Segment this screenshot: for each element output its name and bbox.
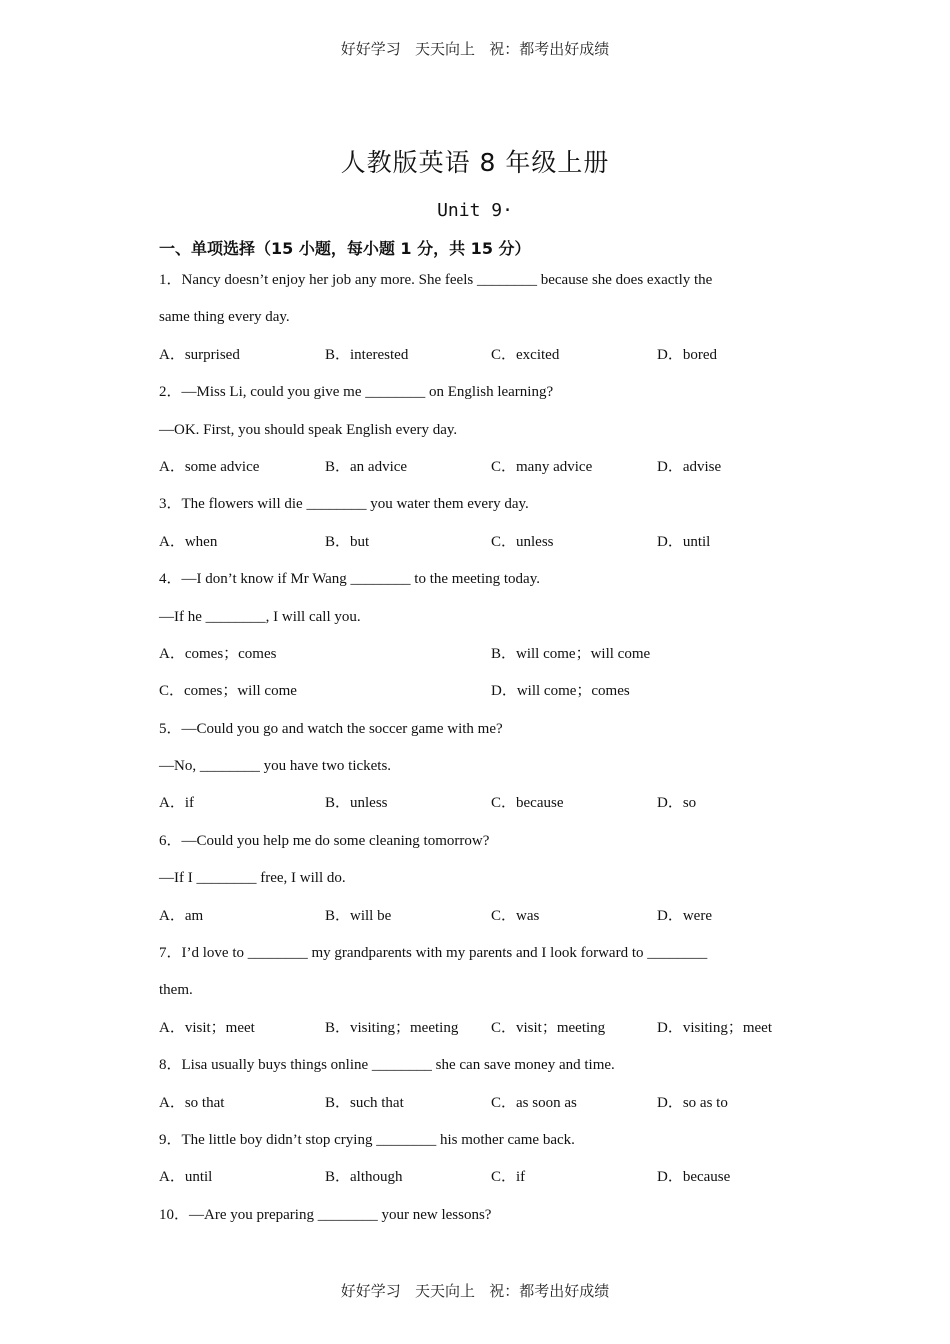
document-title: 人教版英语 8 年级上册 [340,148,610,177]
option-d: D．will come；comes [491,683,630,700]
option-row [159,1085,799,1122]
option-a: A．surprised [159,346,240,363]
document-subtitle: Unit 9· [437,200,513,221]
question-text: 8．Lisa usually buys things online ________ she can save money and time. [159,1057,615,1074]
question-text: 5．—Could you go and watch the soccer game with me? [159,720,503,737]
option-row [159,785,799,822]
option-b: B．visiting；meeting [325,1019,459,1036]
question-1 [159,262,799,374]
option-c: C．as soon as [491,1094,577,1111]
question-5 [159,711,799,823]
question-text: them. [159,982,193,999]
option-b: B．an advice [325,458,408,475]
page-footer: 好好学习 天天向上 祝：都考出好成绩 [340,1282,610,1300]
question-6 [159,823,799,935]
option-row [159,898,799,935]
question-text: —If I ________ free, I will do. [159,870,346,887]
option-d: D．until [657,533,711,550]
option-row [159,524,799,561]
question-7 [159,935,799,1047]
option-row [159,636,799,673]
option-row [159,1010,799,1047]
option-d: D．advise [657,458,722,475]
option-a: A．so that [159,1094,225,1111]
question-text: 4．—I don’t know if Mr Wang ________ to the meeting today. [159,571,540,588]
option-b: B．will be [325,907,392,924]
question-2 [159,374,799,486]
question-text: 1．Nancy doesn’t enjoy her job any more. She feels ________ because she does exactly the [159,272,713,288]
question-text: 2．—Miss Li, could you give me ________ on English learning? [159,384,554,401]
question-text: 10．—Are you preparing ________ your new lessons? [159,1206,492,1223]
option-c: C．visit；meeting [491,1019,606,1036]
page-header: 好好学习 天天向上 祝：都考出好成绩 [340,40,610,58]
question-text: 9．The little boy didn’t stop crying ________ his mother came back. [159,1131,575,1148]
option-c: C．was [491,907,540,924]
question-8 [159,1047,799,1122]
option-a: A．comes；comes [159,645,277,662]
question-list [159,262,799,1234]
option-b: B．although [325,1169,403,1186]
option-c: C．if [491,1169,526,1186]
option-d: D．so as to [657,1094,728,1111]
question-text: 7．I’d love to ________ my grandparents with my parents and I look forward to ________ [159,945,708,962]
option-d: D．bored [657,346,717,363]
option-c: C．many advice [491,458,593,475]
option-a: A．when [159,533,218,550]
option-d: D．because [657,1169,731,1186]
option-row [159,449,799,486]
question-text: —OK. First, you should speak English every day. [159,421,458,438]
option-b: B．but [325,533,370,550]
option-b: B．unless [325,795,388,812]
option-d: D．so [657,795,697,812]
option-c: C．excited [491,346,560,363]
option-b: B．will come；will come [491,645,651,662]
option-a: A．visit；meet [159,1019,255,1036]
section-heading: 一、单项选择（15 小题，每小题 1 分，共 15 分） [159,239,531,258]
option-b: B．such that [325,1094,404,1111]
option-d: D．were [657,907,712,924]
question-text: —If he ________, I will call you. [159,608,361,625]
question-text: 6．—Could you help me do some cleaning tomorrow? [159,832,490,849]
question-4 [159,561,799,711]
option-c: C．comes；will come [159,683,297,700]
option-row [159,673,799,710]
option-d: D．visiting；meet [657,1019,772,1036]
option-a: A．until [159,1169,213,1186]
option-a: A．if [159,795,194,812]
question-3 [159,486,799,561]
option-a: A．am [159,907,204,924]
option-c: C．because [491,795,564,812]
question-text: —No, ________ you have two tickets. [159,758,392,775]
option-c: C．unless [491,533,554,550]
option-row [159,337,799,374]
option-b: B．interested [325,346,409,363]
option-row [159,1159,799,1196]
question-text: same thing every day. [159,309,290,326]
question-10 [159,1197,799,1234]
question-9 [159,1122,799,1197]
option-a: A．some advice [159,458,260,475]
question-text: 3．The flowers will die ________ you water them every day. [159,496,529,513]
